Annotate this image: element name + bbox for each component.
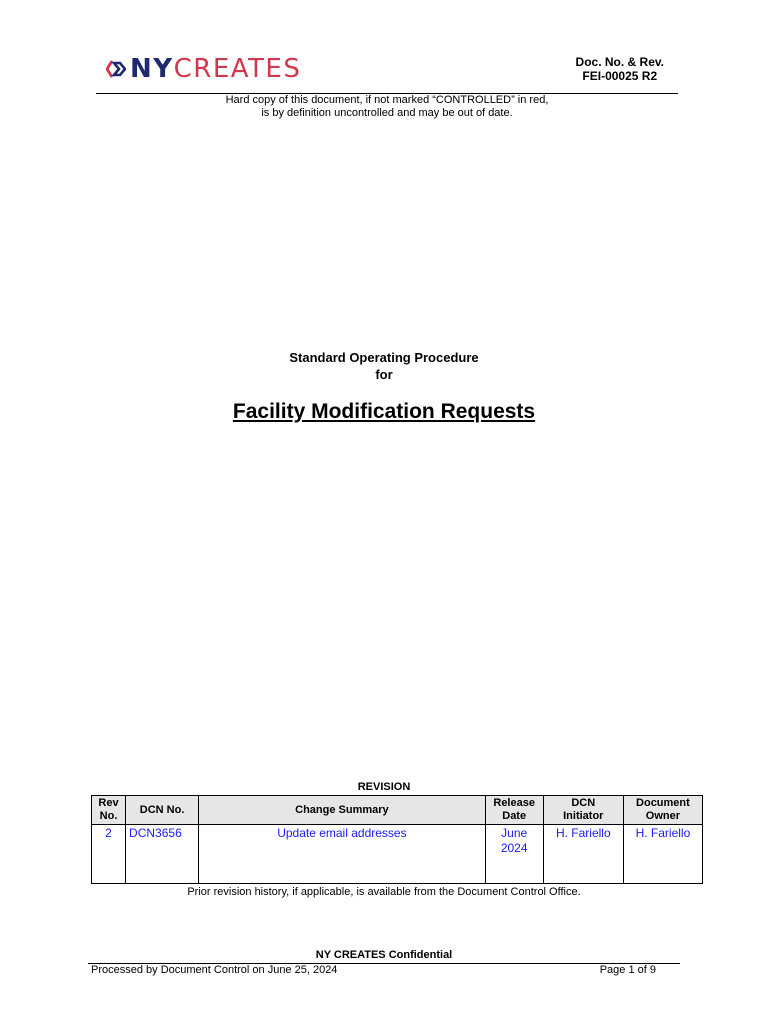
- page-number: Page 1 of 9: [599, 964, 656, 976]
- sop-label: Standard Operating Procedure: [289, 350, 479, 365]
- sop-for-label: for: [375, 367, 393, 382]
- sop-heading: [0, 349, 768, 383]
- col-dcn-no: DCN No.: [126, 796, 199, 825]
- logo-mark-icon: [106, 60, 126, 78]
- doc-number-value: FEI-00025 R2: [582, 69, 658, 83]
- table-row: [92, 825, 703, 884]
- revision-table: [91, 795, 703, 884]
- cell-dcn-no: DCN3656: [126, 825, 199, 884]
- hardcopy-notice: [96, 94, 678, 119]
- hardcopy-line-2: is by definition uncontrolled and may be out of date.: [261, 106, 513, 119]
- revision-heading: REVISION: [357, 781, 411, 793]
- cell-dcn-initiator: H. Fariello: [543, 825, 623, 884]
- col-change-summary: Change Summary: [199, 796, 485, 825]
- doc-number-block: [576, 55, 664, 83]
- cell-rev-no: 2: [92, 825, 126, 884]
- doc-number-label: Doc. No. & Rev.: [575, 55, 664, 69]
- prior-revision-note: Prior revision history, if applicable, is available from the Document Control Office.: [187, 886, 581, 898]
- col-rev-no: Rev No.: [92, 796, 126, 825]
- col-release-date: Release Date: [485, 796, 543, 825]
- processed-note: Processed by Document Control on June 25, 2024: [91, 964, 338, 976]
- nycreates-logo: [106, 54, 301, 84]
- cell-change-summary: Update email addresses: [199, 825, 485, 884]
- logo-creates-text: CREATES: [173, 54, 302, 84]
- hardcopy-line-1: Hard copy of this document, if not marked “CONTROLLED” in red,: [225, 94, 549, 106]
- cell-document-owner: H. Fariello: [623, 825, 702, 884]
- col-document-owner: Document Owner: [623, 796, 702, 825]
- col-dcn-initiator: DCN Initiator: [543, 796, 623, 825]
- document-title: Facility Modification Requests: [232, 400, 536, 423]
- revision-table-header: [92, 796, 703, 825]
- confidential-label: NY CREATES Confidential: [315, 949, 453, 961]
- cell-release-date: June 2024: [485, 825, 543, 884]
- logo-ny-text: NY: [130, 54, 174, 84]
- logo-wordmark: [130, 54, 301, 84]
